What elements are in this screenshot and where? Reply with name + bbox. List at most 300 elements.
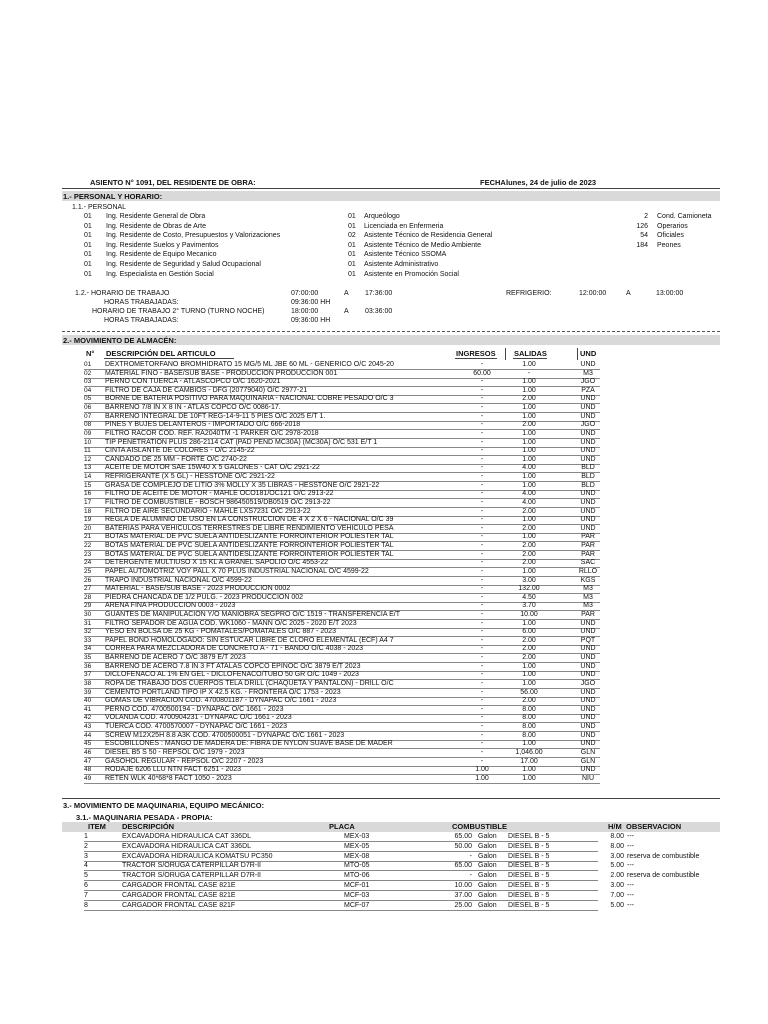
row-description: BORNE DE BATERIA POSITIVO PARA MAQUINARIA - NACIONAL COBRE PESADO O/C 3 xyxy=(105,395,394,403)
row-combustible-unidad: Galon xyxy=(478,901,497,909)
row-unit: UND xyxy=(580,654,596,662)
row-salidas: 4.00 xyxy=(522,490,536,498)
row-salidas: 56.00 xyxy=(520,688,538,696)
row-number: 21 xyxy=(84,533,92,541)
row-placa: MCF-03 xyxy=(344,891,370,899)
row-ingresos: - xyxy=(480,567,484,575)
horas-trabajadas-2-label: HORAS TRABAJADAS: xyxy=(104,317,179,324)
row-ingresos: - xyxy=(480,386,484,394)
row-placa: MTO-05 xyxy=(344,862,370,870)
section1-subtitle: 1.1.- PERSONAL xyxy=(72,204,127,211)
row-number: 02 xyxy=(84,369,92,377)
row-description: FILTRO RACOR COD. REF. RA2040TM -1 PARKER O/C 2978-2018 xyxy=(105,429,319,437)
row-ingresos: 1.00 xyxy=(475,766,489,774)
row-number: 38 xyxy=(84,679,92,687)
row-unit: UND xyxy=(580,688,596,696)
row-number: 01 xyxy=(84,361,92,368)
row-number: 19 xyxy=(84,516,92,524)
header-underline xyxy=(513,358,547,359)
personal-qty: 01 xyxy=(84,232,92,240)
col-header-item: ITEM xyxy=(88,822,106,831)
row-number: 08 xyxy=(84,421,92,429)
row-unit: UND xyxy=(580,429,596,437)
row-description: PERNO CON TUERCA - ATLASCOPCO O/C 1620-2021 xyxy=(105,378,281,386)
row-number: 10 xyxy=(84,438,92,446)
row-description: ACEITE DE MOTOR SAE 15W40 X 5 GALONES - CAT O/C 2921-22 xyxy=(105,464,320,472)
row-hm: 3.00 xyxy=(610,852,624,860)
horas-trabajadas-2-value: 09:36:00 HH xyxy=(291,317,331,324)
row-salidas: 17.00 xyxy=(520,757,538,765)
row-descripcion: EXCAVADORA HIDRAULICA CAT 336DL xyxy=(122,842,252,850)
row-ingresos: - xyxy=(480,378,484,386)
horario1-end: 17:36:00 xyxy=(365,290,393,297)
section3-subtitle: 3.1.- MAQUINARIA PESADA - PROPIA: xyxy=(76,813,213,822)
row-salidas: 1.00 xyxy=(522,671,536,679)
row-salidas: 1.00 xyxy=(522,361,536,368)
row-unit: UND xyxy=(580,490,596,498)
row-ingresos: - xyxy=(480,723,484,731)
personal-role: Peones xyxy=(657,241,681,249)
row-ingresos: - xyxy=(480,447,484,455)
row-description: REGLA DE ALUMINIO DE USO EN LA CONSTRUCCION DE 4 X 2 X 6 - NACIONAL O/C 39 xyxy=(105,516,394,524)
row-salidas: 2.00 xyxy=(522,507,536,515)
row-description: CANDADO DE 25 MM - FORTE O/C 2740-22 xyxy=(105,455,247,463)
row-placa: MCF-01 xyxy=(344,882,370,889)
row-salidas: 1.00 xyxy=(522,662,536,670)
row-ingresos: - xyxy=(480,576,484,584)
personal-qty: 01 xyxy=(348,251,356,259)
row-descripcion: TRACTOR S/ORUGA CATERPILLAR D7R-II xyxy=(122,862,261,870)
row-description: BARRENO DE ACERO 7 O/C 3879 E/T 2023 xyxy=(105,654,246,662)
personal-qty: 01 xyxy=(348,222,356,230)
row-unit: BLD xyxy=(581,473,595,481)
header-underline xyxy=(104,358,234,359)
row-ingresos: - xyxy=(480,533,484,541)
row-ingresos: - xyxy=(480,429,484,437)
row-combustible-cantidad: 50.00 xyxy=(454,842,472,850)
row-item: 7 xyxy=(84,891,88,899)
row-combustible-cantidad: 37.00 xyxy=(454,891,472,899)
row-salidas: 2.00 xyxy=(522,524,536,532)
row-salidas: 3.00 xyxy=(522,576,536,584)
row-unit: GLN xyxy=(580,757,596,765)
row-salidas: 2.00 xyxy=(522,636,536,644)
row-salidas: 1.00 xyxy=(522,516,536,524)
row-salidas: 2.00 xyxy=(522,654,536,662)
horario2-end: 03:36:00 xyxy=(365,308,393,315)
row-number: 29 xyxy=(84,602,92,610)
row-hm: 5.00 xyxy=(610,862,624,870)
row-salidas: 8.00 xyxy=(522,714,536,722)
row-description: BARRENO DE ACERO 7.8 IN 3 FT ATALAS COPCO EPINOC O/C 3879 E/T 2023 xyxy=(105,662,361,670)
personal-qty: 01 xyxy=(348,270,356,278)
row-description: BOTAS MATERIAL DE PVC SUELA ANTIDESLIZANTE FORROINTERIOR POLIESTER TAL xyxy=(105,533,394,541)
horario2-label: HORARIO DE TRABAJO 2° TURNO (TURNO NOCHE) xyxy=(92,308,265,315)
row-description: ESCOBILLONES : MANGO DE MADERA DE: FIBRA DE NYLON SUAVE BASE DE MADER xyxy=(105,740,393,748)
personal-qty: 01 xyxy=(348,261,356,268)
row-unit: UND xyxy=(580,714,596,722)
row-description: GUANTES DE MANIPULACION Y/O MANIOBRA SEGPRO O/C 1519 - TRANSFERENCIA E/T xyxy=(105,610,400,618)
row-unit: RLLO xyxy=(578,567,598,575)
personal-role: Asistente Técnico de Residencia General xyxy=(364,232,493,240)
row-ingresos: - xyxy=(480,421,484,429)
personal-role: Asistente Administrativo xyxy=(364,261,439,268)
row-description: CEMENTO PORTLAND TIPO IP X 42.5 KG. - FRONTERA O/C 1753 - 2023 xyxy=(105,688,341,696)
row-number: 32 xyxy=(84,628,92,636)
row-salidas: - xyxy=(527,369,531,377)
row-number: 14 xyxy=(84,473,92,481)
row-number: 05 xyxy=(84,395,92,403)
row-observacion: --- xyxy=(627,891,634,899)
row-unit: JGO xyxy=(580,421,596,429)
row-number: 42 xyxy=(84,714,92,722)
row-description: PAPEL BOND HOMOLOGADO: SIN ESTUCAR LIBRE DE CLORO ELEMENTAL (ECF) A4 7 xyxy=(105,636,394,644)
row-salidas: 4.00 xyxy=(522,464,536,472)
row-ingresos: - xyxy=(480,740,484,748)
personal-role: Ing. Residente de Obras de Arte xyxy=(106,222,207,230)
col-header-hm: H/M xyxy=(608,822,622,831)
row-unit: UND xyxy=(580,697,596,705)
row-unit: PQT xyxy=(580,636,596,644)
row-description: PINES Y BUJES DELANTEROS - IMPORTADO O/C 666-2018 xyxy=(105,421,301,429)
horario2-start: 18:00:00 xyxy=(291,308,319,315)
row-combustible-unidad: Galon xyxy=(478,891,497,899)
row-unit: NIU xyxy=(581,774,595,782)
row-divider xyxy=(84,783,600,784)
row-number: 22 xyxy=(84,542,92,550)
row-unit: UND xyxy=(580,498,596,506)
row-salidas: 1.00 xyxy=(522,679,536,687)
row-unit: JGO xyxy=(580,679,596,687)
row-ingresos: - xyxy=(480,748,484,756)
row-description: MATERIAL FINO - BASE/SUB BASE - PRODUCCION PRODUCCION 001 xyxy=(105,369,338,377)
row-unit: UND xyxy=(580,524,596,532)
row-combustible-unidad: Galon xyxy=(478,862,497,870)
col-header-salidas: SALIDAS xyxy=(514,349,547,358)
row-description: CINTA AISLANTE DE COLORES - O/C 2145-22 xyxy=(105,447,255,455)
row-description: FILTRO DE ACEITE DE MOTOR - MAHLE OCO181/OC121 O/C 2913-22 xyxy=(105,490,334,498)
personal-qty: 02 xyxy=(348,232,356,240)
section2-rule xyxy=(62,331,720,332)
row-hm: 5.00 xyxy=(610,901,624,909)
row-unit: KGS xyxy=(580,576,596,584)
row-number: 28 xyxy=(84,593,92,601)
personal-role: Ing. Residente de Equipo Mecanico xyxy=(106,251,217,259)
row-number: 20 xyxy=(84,524,92,532)
personal-qty: 01 xyxy=(84,241,92,249)
row-description: DIESEL B5 S 50 - REPSOL O/C 1979 - 2023 xyxy=(105,748,245,756)
asiento-title: ASIENTO N° 1091, DEL RESIDENTE DE OBRA: xyxy=(90,178,256,187)
row-salidas: 8.00 xyxy=(522,705,536,713)
personal-role: Operarios xyxy=(657,222,688,230)
row-unit: UND xyxy=(580,723,596,731)
row-unit: UND xyxy=(580,645,596,653)
refrigerio-a: A xyxy=(626,290,631,297)
row-description: BATERIAS PARA VEHICULOS TERRESTRES DE LIBRE RENDIMIENTO VEHICULO PESA xyxy=(105,524,394,532)
row-ingresos: - xyxy=(480,662,484,670)
row-number: 23 xyxy=(84,550,92,558)
row-description: TIP PENETRATION PLUS 286-2114 CAT (PAD PEND MC30A) (MC30A) O/C 531 E/T 1 xyxy=(105,438,378,446)
row-salidas: 10.00 xyxy=(520,610,538,618)
personal-role: Licenciada en Enfermeria xyxy=(364,222,444,230)
personal-role: Ing. Residente de Seguridad y Salud Ocupacional xyxy=(106,261,261,268)
personal-qty: 01 xyxy=(348,241,356,249)
row-salidas: 1.00 xyxy=(522,740,536,748)
row-unit: SAC xyxy=(580,559,596,567)
row-unit: UND xyxy=(580,628,596,636)
row-ingresos: - xyxy=(480,412,484,420)
row-description: PAPEL AUTOMOTRIZ VOY PALL X 70 PLUS INDUSTRIAL NACIONAL O/C 4599-22 xyxy=(105,567,369,575)
row-number: 36 xyxy=(84,662,92,670)
row-unit: PZA xyxy=(581,386,595,394)
row-observacion: --- xyxy=(627,882,634,889)
row-description: GOMAS DE VIBRACION COD. 4700801187 - DYNAPAC O/C 1661 - 2023 xyxy=(105,697,337,705)
row-descripcion: CARGADOR FRONTAL CASE 821E xyxy=(122,891,236,899)
row-item: 1 xyxy=(84,833,88,840)
section3-title: 3.- MOVIMIENTO DE MAQUINARIA, EQUIPO MECÁNICO: xyxy=(63,801,265,810)
row-unit: UND xyxy=(580,447,596,455)
row-description: FILTRO SEPADOR DE AGUA COD. WK1060 - MANN O/C 2025 - 2020 E/T 2023 xyxy=(105,619,357,627)
row-ingresos: - xyxy=(480,516,484,524)
fecha-label: FECHA: xyxy=(480,178,509,187)
row-ingresos: - xyxy=(480,498,484,506)
row-salidas: 2.00 xyxy=(522,645,536,653)
personal-role: Cond. Camioneta xyxy=(657,213,712,220)
row-placa: MCF-07 xyxy=(344,901,370,909)
row-number: 35 xyxy=(84,654,92,662)
row-description: TUERCA COD. 4700570007 - DYNAPAC O/C 1661 - 2023 xyxy=(105,723,287,731)
personal-role: Ing. Residente de Costo, Presupuestos y Valorizaciones xyxy=(106,232,281,240)
row-unit: M3 xyxy=(583,602,593,610)
row-description: FILTRO DE COMBUSTIBLE - BOSCH 986450519/DB0519 O/C 2913-22 xyxy=(105,498,331,506)
row-ingresos: - xyxy=(480,593,484,601)
row-item: 8 xyxy=(84,901,88,909)
row-number: 37 xyxy=(84,671,92,679)
row-hm: 2.00 xyxy=(610,872,624,880)
row-observacion: --- xyxy=(627,862,634,870)
row-number: 39 xyxy=(84,688,92,696)
row-salidas: 3.70 xyxy=(522,602,536,610)
row-description: FILTRO DE CAJA DE CAMBIOS - DFG (20779040) O/C 2977-21 xyxy=(105,386,308,394)
row-placa: MEX-08 xyxy=(344,852,370,860)
row-ingresos: - xyxy=(480,636,484,644)
row-description: ROPA DE TRABAJO DOS CUERPOS TELA DRILL (CHAQUETA Y PANTALON) - DRILL O/C xyxy=(105,679,394,687)
row-hm: 7.00 xyxy=(610,891,624,899)
row-ingresos: - xyxy=(480,757,484,765)
row-combustible-tipo: DIESEL B - 5 xyxy=(508,891,550,899)
row-description: BARRENO 7/8 IN X 8 IN - ATLAS COPCO O/C 0086-17. xyxy=(105,404,281,412)
row-item: 5 xyxy=(84,872,88,880)
row-ingresos: - xyxy=(480,559,484,567)
row-description: TRAPO INDUSTRIAL NACIONAL O/C 4599-22 xyxy=(105,576,252,584)
header-underline xyxy=(455,358,497,359)
row-combustible-unidad: Galon xyxy=(478,852,497,860)
row-salidas: 1.00 xyxy=(522,473,536,481)
row-salidas: 2.00 xyxy=(522,550,536,558)
row-number: 46 xyxy=(84,748,92,756)
col-divider xyxy=(505,348,506,360)
row-divider xyxy=(84,910,598,911)
row-salidas: 2.00 xyxy=(522,542,536,550)
row-unit: GLN xyxy=(580,748,596,756)
row-unit: UND xyxy=(580,516,596,524)
row-item: 2 xyxy=(84,842,88,850)
row-unit: UND xyxy=(580,438,596,446)
row-salidas: 8.00 xyxy=(522,723,536,731)
row-ingresos: 1.00 xyxy=(475,774,489,782)
row-unit: M3 xyxy=(583,585,593,593)
horas-trabajadas-1-value: 09:36:00 HH xyxy=(291,299,331,306)
row-combustible-cantidad: - xyxy=(469,872,472,880)
row-number: 12 xyxy=(84,455,92,463)
row-unit: UND xyxy=(580,412,596,420)
row-ingresos: - xyxy=(480,714,484,722)
row-ingresos: - xyxy=(480,628,484,636)
row-unit: PAR xyxy=(581,550,595,558)
col-header-observacion: OBSERVACION xyxy=(626,822,682,831)
row-unit: JGO xyxy=(580,378,596,386)
row-number: 33 xyxy=(84,636,92,644)
row-descripcion: EXCAVADORA HIDRAULICA CAT 336DL xyxy=(122,833,252,840)
row-number: 34 xyxy=(84,645,92,653)
col-header-und: UND xyxy=(580,349,597,358)
row-unit: M3 xyxy=(583,369,593,377)
horario1-label: 1.2.- HORARIO DE TRABAJO xyxy=(75,290,170,297)
col-header-desc: DESCRIPCIÓN DEL ARTICULO xyxy=(106,349,216,358)
row-number: 18 xyxy=(84,507,92,515)
row-combustible-tipo: DIESEL B - 5 xyxy=(508,833,550,840)
row-number: 15 xyxy=(84,481,92,489)
row-number: 24 xyxy=(84,559,92,567)
row-combustible-tipo: DIESEL B - 5 xyxy=(508,872,550,880)
row-combustible-cantidad: 10.00 xyxy=(454,882,472,889)
row-placa: MEX-05 xyxy=(344,842,370,850)
row-ingresos: - xyxy=(480,610,484,618)
row-combustible-unidad: Galon xyxy=(478,833,497,840)
row-salidas: 4.50 xyxy=(522,593,536,601)
horario2-a: A xyxy=(344,308,349,315)
row-ingresos: - xyxy=(480,688,484,696)
row-descripcion: CARGADOR FRONTAL CASE 821F xyxy=(122,901,236,909)
row-number: 45 xyxy=(84,740,92,748)
row-unit: UND xyxy=(580,671,596,679)
row-ingresos: 60.00 xyxy=(473,369,491,377)
col-header-ingresos: INGRESOS xyxy=(456,349,496,358)
personal-qty: 01 xyxy=(84,251,92,259)
row-ingresos: - xyxy=(480,481,484,489)
row-salidas: 1.00 xyxy=(522,378,536,386)
row-salidas: 1.00 xyxy=(522,533,536,541)
row-number: 44 xyxy=(84,731,92,739)
personal-role: Asistente en Promoción Social xyxy=(364,270,459,278)
personal-role: Asistente Técnico SSOMA xyxy=(364,251,447,259)
section3-rule xyxy=(62,798,720,799)
row-number: 48 xyxy=(84,766,92,774)
row-ingresos: - xyxy=(480,473,484,481)
personal-qty: 01 xyxy=(84,213,92,220)
row-combustible-tipo: DIESEL B - 5 xyxy=(508,862,550,870)
row-ingresos: - xyxy=(480,602,484,610)
row-observacion: reserva de combustible xyxy=(627,852,700,860)
row-descripcion: CARGADOR FRONTAL CASE 821E xyxy=(122,882,236,889)
row-hm: 3.00 xyxy=(610,882,624,889)
row-salidas: 2.00 xyxy=(522,421,536,429)
row-salidas: 1.00 xyxy=(522,438,536,446)
row-ingresos: - xyxy=(480,395,484,403)
row-ingresos: - xyxy=(480,550,484,558)
personal-qty: 01 xyxy=(84,261,92,268)
row-combustible-cantidad: - xyxy=(469,852,472,860)
row-number: 43 xyxy=(84,723,92,731)
row-salidas: 1.00 xyxy=(522,429,536,437)
row-combustible-unidad: Galon xyxy=(478,882,497,889)
header-rule xyxy=(62,188,720,189)
row-ingresos: - xyxy=(480,464,484,472)
row-unit: M3 xyxy=(583,593,593,601)
col-header-descripcion: DESCRIPCIÓN xyxy=(122,822,175,831)
row-hm: 8.00 xyxy=(610,842,624,850)
row-number: 27 xyxy=(84,585,92,593)
row-unit: UND xyxy=(580,662,596,670)
row-number: 30 xyxy=(84,610,92,618)
row-combustible-cantidad: 25.00 xyxy=(454,901,472,909)
row-observacion: reserva de combustible xyxy=(627,872,700,880)
row-ingresos: - xyxy=(480,654,484,662)
row-description: PERNO COD. 4700500194 - DYNAPAC O/C 1661 - 2023 xyxy=(105,705,284,713)
col-divider xyxy=(577,348,578,360)
refrigerio-label: REFRIGERIO: xyxy=(506,290,552,297)
row-description: FILTRO DE AIRE SECUNDARIO - MAHLE LXS7231 O/C 2913-22 xyxy=(105,507,311,515)
row-unit: BLD xyxy=(581,481,595,489)
row-salidas: 1.00 xyxy=(522,412,536,420)
row-item: 3 xyxy=(84,852,88,860)
col-header-num: N° xyxy=(86,349,95,358)
row-observacion: --- xyxy=(627,901,634,909)
row-ingresos: - xyxy=(480,679,484,687)
horario1-start: 07:00:00 xyxy=(291,290,319,297)
row-salidas: 6.00 xyxy=(522,628,536,636)
row-salidas: 1.00 xyxy=(522,481,536,489)
row-description: CORREA PARA MEZCLADORA DE CONCRETO A - 71 - BANDO O/C 4038 - 2023 xyxy=(105,645,364,653)
row-observacion: --- xyxy=(627,842,634,850)
row-ingresos: - xyxy=(480,542,484,550)
row-description: BARRENO INTEGRAL DE 10FT REG-14-9-11 5 PIES O/C 2025 E/T 1. xyxy=(105,412,326,420)
row-description: GASOHOL REGULAR - REPSOL O/C 2207 - 2023 xyxy=(105,757,264,765)
personal-role: Ing. Residente General de Obra xyxy=(106,213,206,220)
row-descripcion: EXCAVADORA HIDRAULICA KOMATSU PC350 xyxy=(122,852,273,860)
row-ingresos: - xyxy=(480,404,484,412)
row-salidas: 1.00 xyxy=(522,774,536,782)
row-placa: MTO-06 xyxy=(344,872,370,880)
row-observacion: --- xyxy=(627,833,634,840)
row-salidas: 1.00 xyxy=(522,766,536,774)
personal-qty: 01 xyxy=(84,270,92,278)
row-description: SCREW M12X25H 8.8 A3K COD. 4700500051 - DYNAPAC O/C 1661 - 2023 xyxy=(105,731,345,739)
row-number: 03 xyxy=(84,378,92,386)
personal-qty: 184 xyxy=(636,241,648,249)
row-combustible-tipo: DIESEL B - 5 xyxy=(508,882,550,889)
row-combustible-unidad: Galon xyxy=(478,872,497,880)
row-unit: UND xyxy=(580,731,596,739)
row-combustible-cantidad: 65.00 xyxy=(454,833,472,840)
row-ingresos: - xyxy=(480,524,484,532)
row-number: 26 xyxy=(84,576,92,584)
row-description: RETEN WLK 40*68*8 FACT 1050 - 2023 xyxy=(105,774,232,782)
row-description: BOTAS MATERIAL DE PVC SUELA ANTIDESLIZANTE FORROINTERIOR POLIESTER TAL xyxy=(105,542,394,550)
row-placa: MEX-03 xyxy=(344,833,370,840)
personal-role: Asistente Técnico de Medio Ambiente xyxy=(364,241,481,249)
row-ingresos: - xyxy=(480,507,484,515)
